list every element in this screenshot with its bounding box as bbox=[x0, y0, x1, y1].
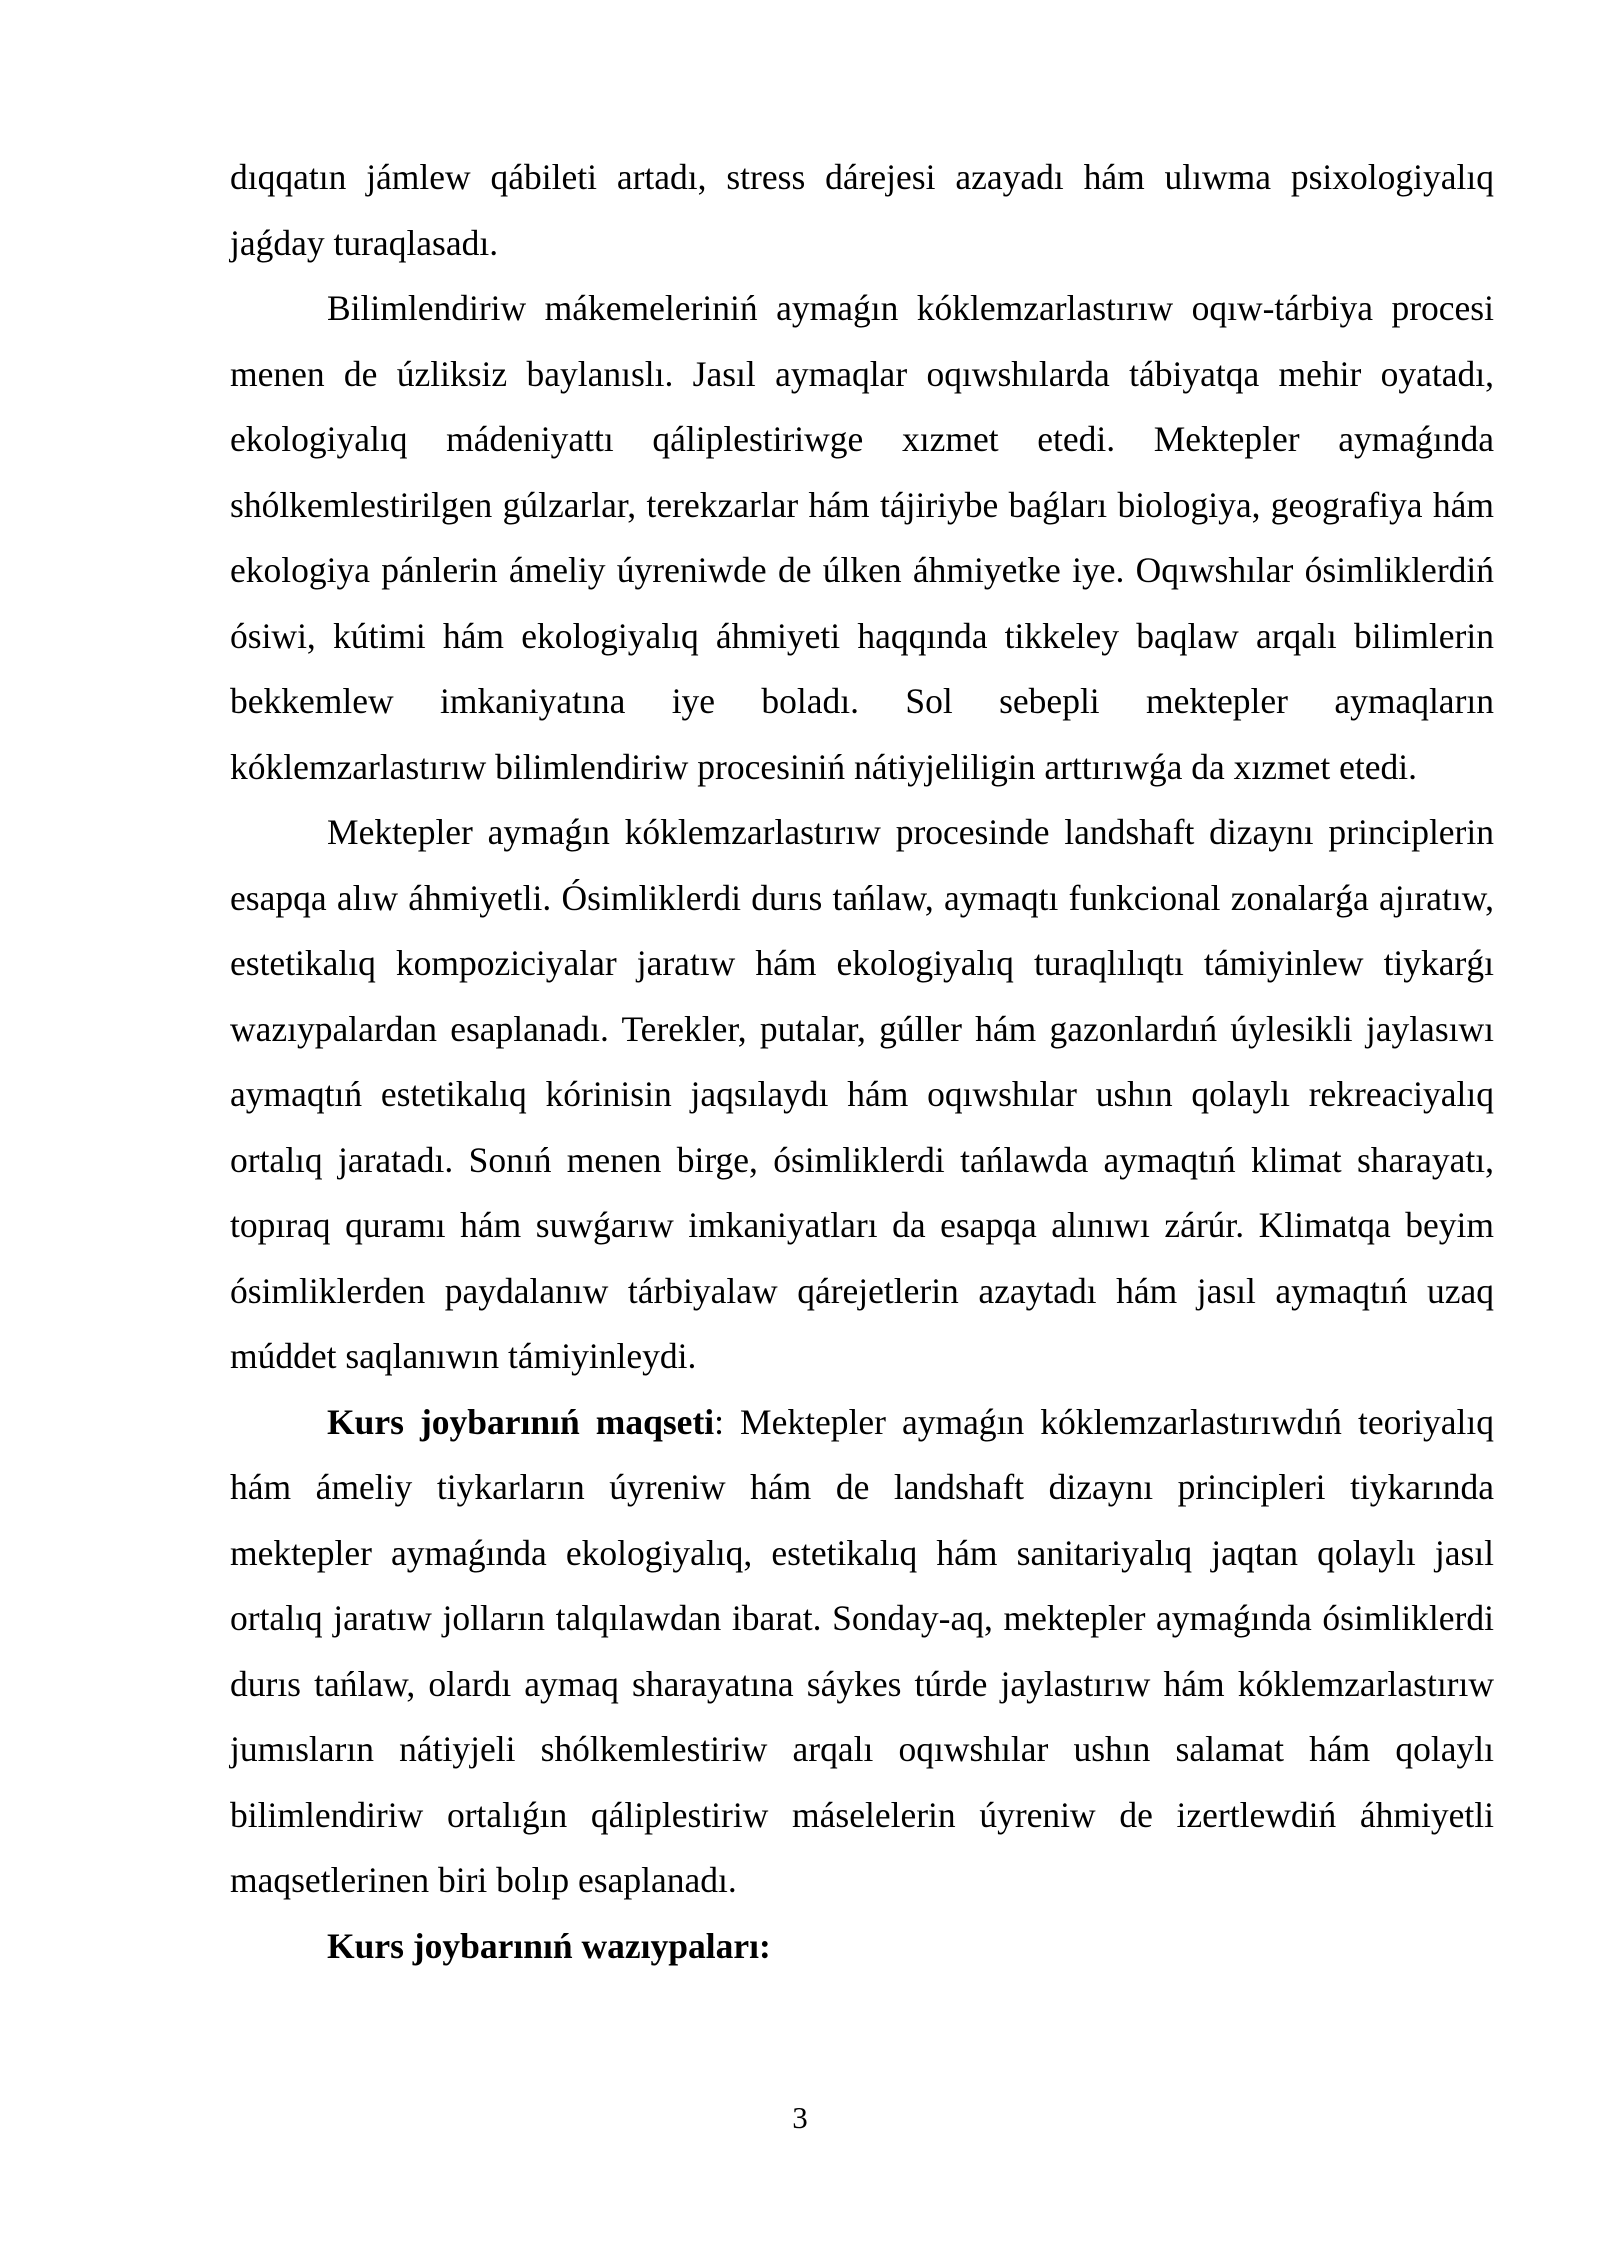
paragraph-landscape-design: Mektepler aymaǵın kóklemzarlastırıw procesinde landshaft dizaynı principlerin esapqa alıw áhmiyetli. Ósimliklerdi durıs tańlaw, aymaqtı funkcional zonalarǵa ajıratıw, estetikalıq kompoziciyalar jaratıw hám ekologiyalıq turaqlılıqtı támiyinlew tiykarǵı wazıypalardan esaplanadı. Terekler, putalar, gúller hám gazonlardıń úylesikli jaylasıwı aymaqtıń estetikalıq kórinisin jaqsılaydı hám oqıwshılar ushın qolaylı rekreaciyalıq ortalıq jaratadı. Sonıń menen birge, ósimliklerdi tańlawda aymaqtıń klimat sharayatı, topıraq quramı hám suwǵarıw imkaniyatları da esapqa alınıwı zárúr. Klimatqa beyim ósimliklerden paydalanıw tárbiyalaw qárejetlerin azaytadı hám jasıl aymaqtıń uzaq múddet saqlanıwın támiyinleydi. bbox=[230, 812, 1494, 1376]
course-goal-label: Kurs joybarınıń maqseti bbox=[327, 1401, 715, 1442]
course-goal-text: : Mektepler aymaǵın kóklemzarlastırıwdıń teoriyalıq hám ámeliy tiykarların úyreniw hám de landshaft dizaynı principleri tiykarında mektepler aymaǵında ekologiyalıq, estetikalıq hám sanitariyalıq jaqtan qolaylı jasıl ortalıq jaratıw jolların talqılawdan ibarat. Sonday-aq, mektepler aymaǵında ósimliklerdi durıs tańlaw, olardı aymaq sharayatına sáykes túrde jaylastırıw hám kóklemzarlastırıw jumısların nátiyjeli shólkemlestiriw arqalı oqıwshılar ushın salamat hám qolaylı bilimlendiriw ortalıǵın qáliplestiriw máselelerin úyreniw de izertlewdiń áhmiyetli maqsetlerinen biri bolıp esaplanadı. bbox=[230, 1401, 1494, 1900]
page-number: 3 bbox=[792, 2100, 808, 2135]
document-page-body bbox=[230, 145, 1494, 1979]
paragraph-continuation: dıqqatın jámlew qábileti artadı, stress dárejesi azayadı hám ulıwma psixologiyalıq jaǵday turaqlasadı. bbox=[230, 157, 1494, 263]
paragraph-education-process: Bilimlendiriw mákemeleriniń aymaǵın kóklemzarlastırıw oqıw-tárbiya procesi menen de úzliksiz baylanıslı. Jasıl aymaqlar oqıwshılarda tábiyatqa mehir oyatadı, ekologiyalıq mádeniyattı qáliplestiriwge xızmet etedi. Mektepler aymaǵında shólkemlestirilgen gúlzarlar, terekzarlar hám tájiriybe baǵları biologiya, geografiya hám ekologiya pánlerin ámeliy úyreniwde de úlken áhmiyetke iye. Oqıwshılar ósimliklerdiń ósiwi, kútimi hám ekologiyalıq áhmiyeti haqqında tikkeley baqlaw arqalı bilimlerin bekkemlew imkaniyatına iye boladı. Sol sebepli mektepler aymaqların kóklemzarlastırıw bilimlendiriw procesiniń nátiyjeliligin arttırıwǵa da xızmet etedi. bbox=[230, 288, 1494, 787]
course-tasks-heading: Kurs joybarınıń wazıypaları: bbox=[327, 1925, 771, 1966]
paragraph-course-goal bbox=[230, 1390, 1494, 1914]
